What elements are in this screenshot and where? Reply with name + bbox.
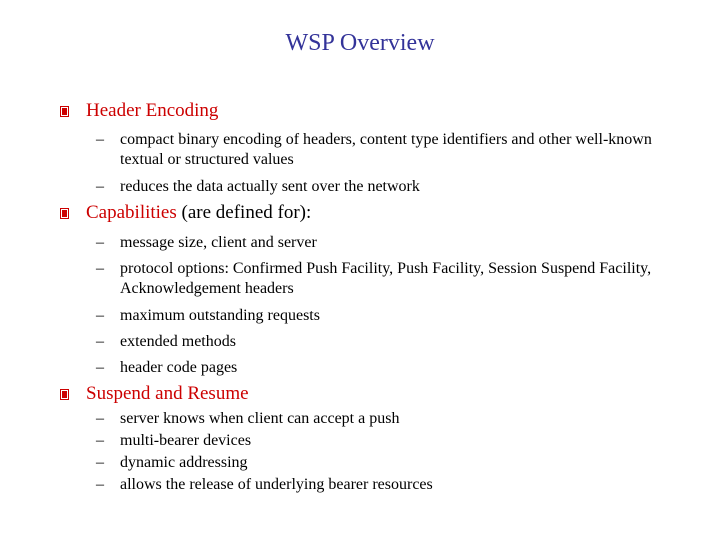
dash-marker: – [96,454,104,471]
dash-marker: – [96,260,104,277]
bullet-heading: Capabilities [86,202,177,223]
dash-marker: – [96,234,104,251]
sub-item [96,453,686,473]
sub-item-text: header code pages [120,359,238,376]
sub-item-text: server knows when client can accept a push [120,410,400,427]
sub-item-text: maximum outstanding requests [120,307,320,324]
sub-item [96,358,686,378]
square-bullet-icon [60,389,68,397]
sub-item-text: dynamic addressing [120,454,248,471]
sub-item-text: extended methods [120,333,236,350]
sub-item [96,259,686,299]
sub-item-text: protocol options: Confirmed Push Facility, Push Facility, Session Suspend Facility, Acknowledgement headers [120,260,652,297]
sub-item [96,409,686,429]
square-bullet-icon [60,208,68,216]
bullet-capabilities [60,202,311,224]
dash-marker: – [96,178,104,195]
bullet-heading: Suspend and Resume [86,383,249,404]
sub-item-text: reduces the data actually sent over the network [120,178,420,195]
sub-item-text: message size, client and server [120,234,317,251]
sub-item [96,306,686,326]
sub-item [96,130,686,170]
sub-item-text: multi-bearer devices [120,432,252,449]
dash-marker: – [96,410,104,427]
sub-item [96,332,686,352]
square-bullet-icon [60,106,68,114]
bullet-suspend-resume [60,383,249,405]
sub-item [96,475,686,495]
dash-marker: – [96,333,104,350]
bullet-header-encoding [60,100,218,122]
sub-item-text: compact binary encoding of headers, content type identifiers and other well-known textual or structured values [120,131,652,168]
slide-title: WSP Overview [285,30,435,56]
sub-item [96,431,686,451]
dash-marker: – [96,476,104,493]
dash-marker: – [96,359,104,376]
dash-marker: – [96,131,104,148]
dash-marker: – [96,432,104,449]
bullet-heading-rest: (are defined for): [176,202,312,223]
sub-item [96,233,686,253]
bullet-heading: Header Encoding [86,100,219,121]
dash-marker: – [96,307,104,324]
sub-item [96,177,686,197]
sub-item-text: allows the release of underlying bearer resources [120,476,433,493]
